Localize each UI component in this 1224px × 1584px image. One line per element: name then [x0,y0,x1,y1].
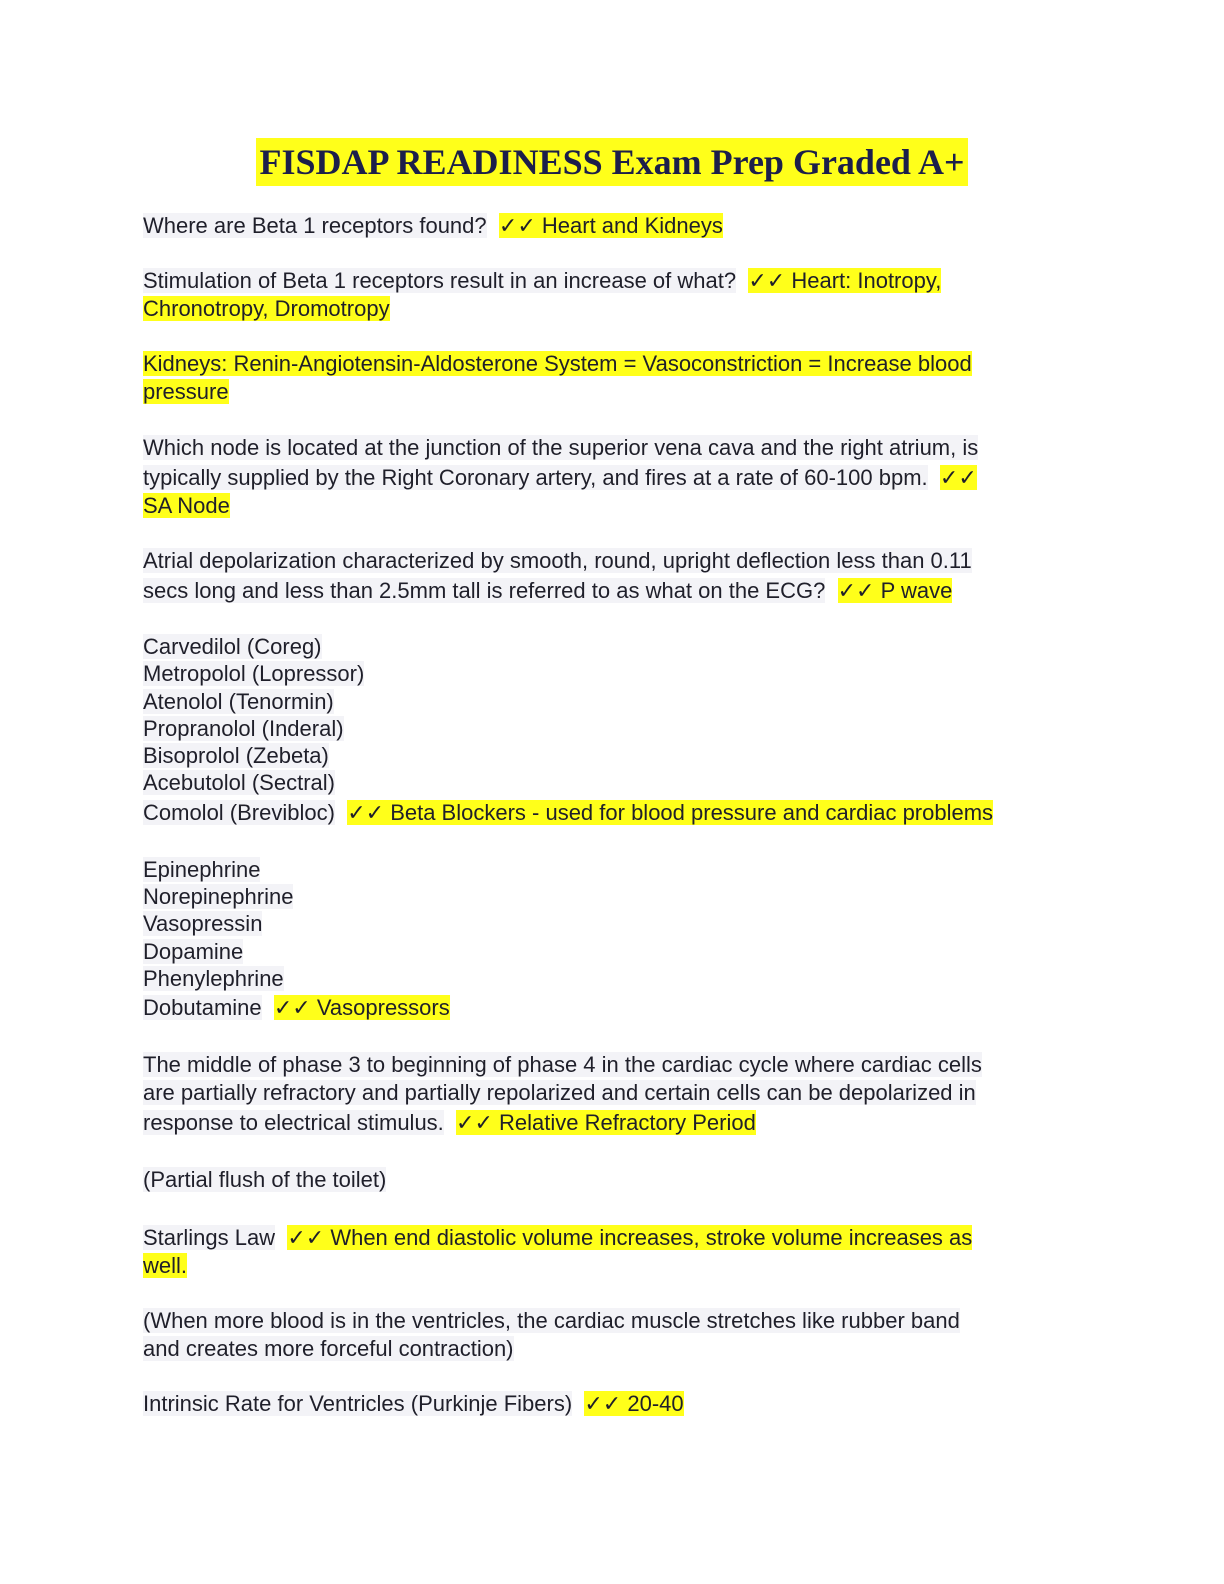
qa-item-purkinje-rate [143,1390,1073,1418]
question-text-continued: secs long and less than 2.5mm tall is referred to as what on the ECG? [143,578,826,603]
question-text: Stimulation of Beta 1 receptors result in an increase of what? [143,268,737,293]
check-mark-icon: ✓✓ [584,1391,622,1417]
check-mark-icon: ✓✓ [498,213,536,238]
drug-name: Phenylephrine [143,965,284,991]
drug-name: Dobutamine [143,995,262,1021]
answer-highlight [748,268,941,293]
drug-name: Acebutolol (Sectral) [143,770,335,796]
answer-text-continued: well. [143,1253,188,1279]
drug-name: Comolol (Brevibloc) [143,799,335,825]
qa-item-starlings-law [143,1224,1073,1280]
note-partial-flush [143,1166,1073,1194]
drug-name: Carvedilol (Coreg) [143,634,322,659]
answer-text: 20-40 [627,1391,684,1417]
check-mark-icon: ✓✓ [347,799,385,825]
title-container [0,138,1224,186]
question-text-continued: response to electrical stimulus. [143,1110,444,1136]
note-text: (Partial flush of the toilet) [143,1167,387,1193]
drug-name: Dopamine [143,938,244,964]
qa-item-relative-refractory [143,1051,1073,1139]
answer-highlight [287,1225,972,1250]
question-text: Starlings Law [143,1225,276,1251]
highlighted-text: Kidneys: Renin-Angiotensin-Aldosterone System = Vasoconstriction = Increase blood [143,351,972,376]
check-mark-icon: ✓✓ [748,268,786,293]
qa-item-sa-node [143,433,1073,519]
answer-text: Vasopressors [316,995,450,1021]
drug-name: Atenolol (Tenormin) [143,688,334,714]
qa-item-vasopressors [143,856,1073,1024]
drug-name: Propranolol (Inderal) [143,715,344,741]
check-mark-icon: ✓✓ [287,1225,325,1251]
answer-text: Heart and Kidneys [541,213,723,238]
answer-highlight [347,800,993,825]
document-title: FISDAP READINESS Exam Prep Graded A+ [256,138,969,186]
note-text-continued: and creates more forceful contraction) [143,1336,514,1362]
answer-text-continued: Chronotropy, Dromotropy [143,296,390,321]
check-mark-icon: ✓✓ [837,578,875,603]
qa-item-beta1-location [143,212,1073,240]
answer-highlight [499,213,723,238]
question-text-continued: typically supplied by the Right Coronary artery, and fires at a rate of 60-100 bpm. [143,465,928,490]
qa-item-beta-blockers [143,633,1073,829]
question-text-continued: are partially refractory and partially repolarized and certain cells can be depolarized in [143,1080,976,1106]
document-body [143,212,1073,1445]
check-mark-icon: ✓✓ [273,995,311,1021]
drug-name: Metropolol (Lopressor) [143,661,365,687]
answer-highlight [584,1391,683,1416]
answer-text: When end diastolic volume increases, stroke volume increases as [330,1225,973,1251]
question-text: Intrinsic Rate for Ventricles (Purkinje Fibers) [143,1391,573,1417]
answer-text: P wave [880,578,953,603]
answer-text: Relative Refractory Period [499,1110,756,1136]
check-mark-icon: ✓✓ [939,465,977,490]
drug-name: Bisoprolol (Zebeta) [143,743,329,769]
answer-text: SA Node [143,493,230,518]
note-kidneys [143,350,1073,406]
drug-name: Epinephrine [143,856,261,882]
answer-text: Heart: Inotropy, [791,268,942,293]
answer-text: Beta Blockers - used for blood pressure and cardiac problems [390,799,994,825]
qa-item-p-wave [143,546,1073,606]
answer-highlight [838,578,953,603]
answer-highlight [274,995,450,1020]
drug-name: Vasopressin [143,911,263,937]
qa-item-beta1-stimulation [143,267,1073,323]
note-starlings-explanation [143,1307,1073,1363]
highlighted-text-continued: pressure [143,379,229,404]
question-text: Which node is located at the junction of the superior vena cava and the right atrium, is [143,435,979,460]
check-mark-icon: ✓✓ [456,1110,493,1136]
question-text: Atrial depolarization characterized by smooth, round, upright deflection less than 0.11 [143,548,972,573]
drug-name: Norepinephrine [143,884,294,910]
answer-highlight [456,1110,756,1135]
question-text: The middle of phase 3 to beginning of phase 4 in the cardiac cycle where cardiac cells [143,1052,982,1078]
question-text: Where are Beta 1 receptors found? [143,213,487,238]
note-text: (When more blood is in the ventricles, the cardiac muscle stretches like rubber band [143,1308,960,1334]
